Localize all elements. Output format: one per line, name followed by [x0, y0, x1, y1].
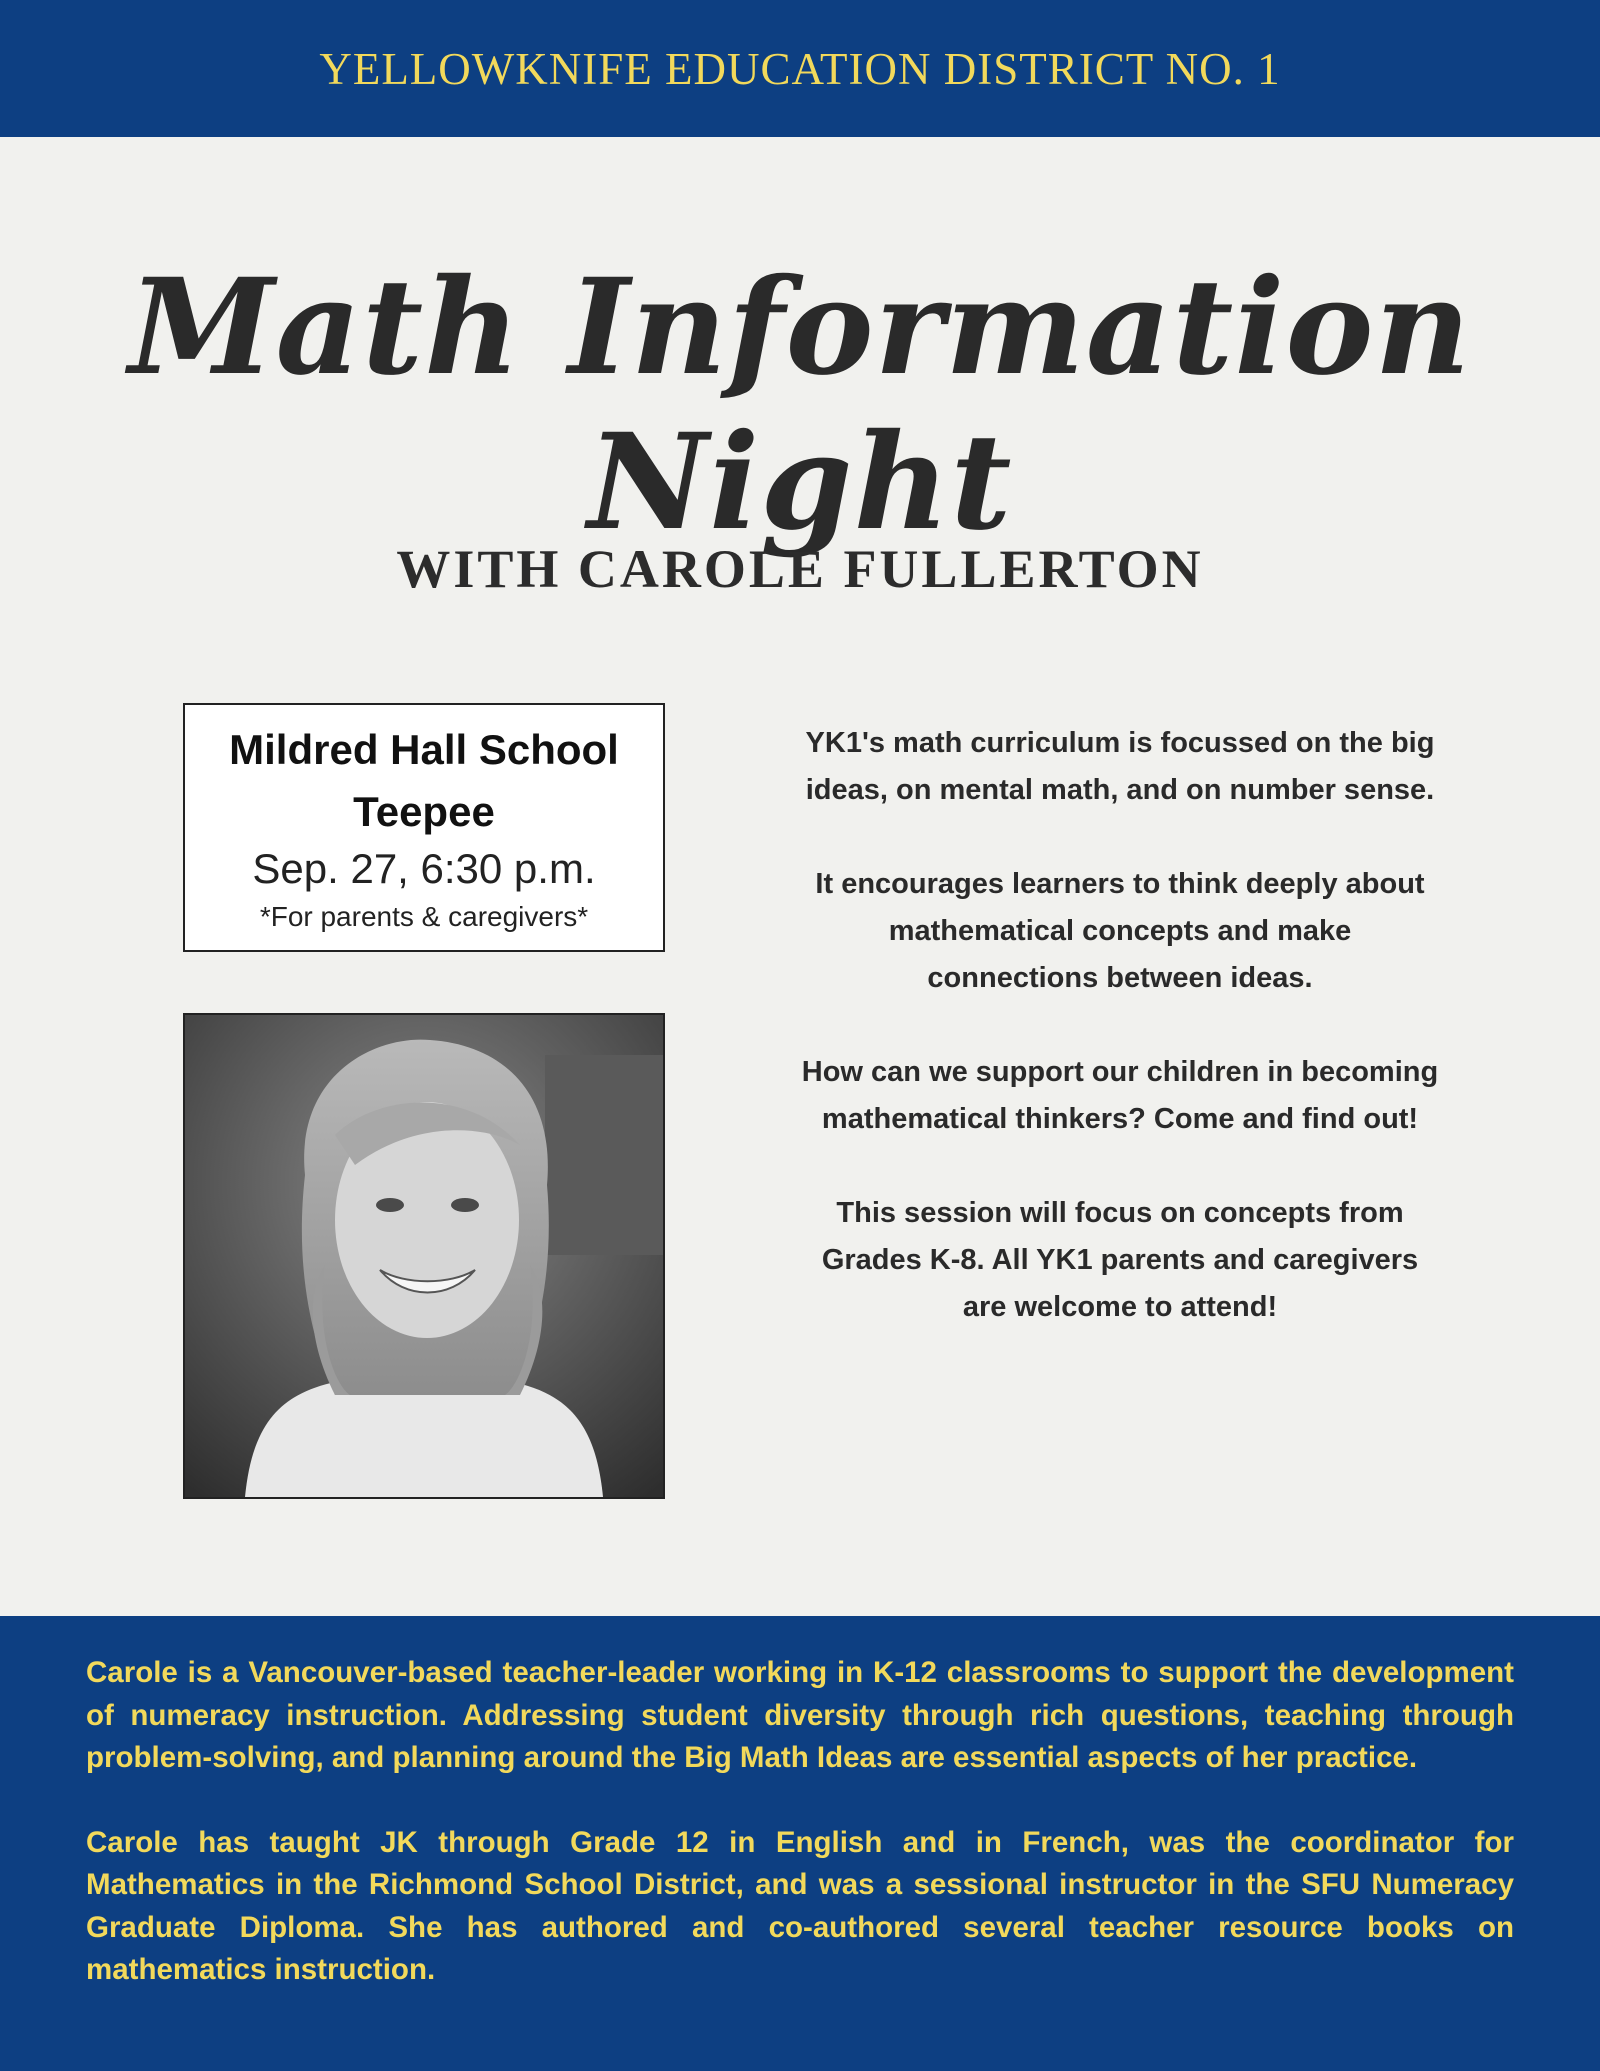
event-description	[800, 720, 1440, 1378]
venue-location: Teepee	[353, 788, 495, 835]
bio-band	[0, 1616, 1600, 2071]
district-name: YELLOWKNIFE EDUCATION DISTRICT NO. 1	[319, 43, 1281, 94]
venue-name: Mildred Hall School	[229, 726, 619, 773]
description-paragraph: This session will focus on concepts from Grades K-8. All YK1 parents and caregivers are welcome to attend!	[821, 1197, 1419, 1323]
description-paragraph: YK1's math curriculum is focussed on the big ideas, on mental math, and on number sense.	[805, 727, 1435, 806]
bio-paragraph: Carole has taught JK through Grade 12 in English and in French, was the coordinator for Mathematics in the Richmond School District, and was a sessional instructor in the SFU Numeracy Graduate Diploma. She has authored and co-authored several teacher resource books on mathematics instruction.	[86, 1825, 1514, 1986]
description-paragraph: How can we support our children in becoming mathematical thinkers? Come and find out!	[801, 1056, 1439, 1135]
presenter-subtitle: WITH CAROLE FULLERTON	[396, 539, 1204, 599]
event-details-box	[183, 703, 665, 952]
event-date: Sep. 27, 6:30 p.m.	[252, 845, 596, 892]
bio-paragraph: Carole is a Vancouver-based teacher-leader working in K-12 classrooms to support the development of numeracy instruction. Addressing student diversity through rich questions, teaching through problem-solving, and planning around the Big Math Ideas are essential aspects of her practice.	[86, 1656, 1514, 1774]
description-paragraph: It encourages learners to think deeply about mathematical concepts and make connections between ideas.	[815, 868, 1425, 994]
presenter-photo	[183, 1013, 665, 1499]
event-audience: *For parents & caregivers*	[259, 901, 589, 932]
event-title: Math Information Night	[128, 250, 1472, 560]
header-band	[0, 0, 1600, 137]
